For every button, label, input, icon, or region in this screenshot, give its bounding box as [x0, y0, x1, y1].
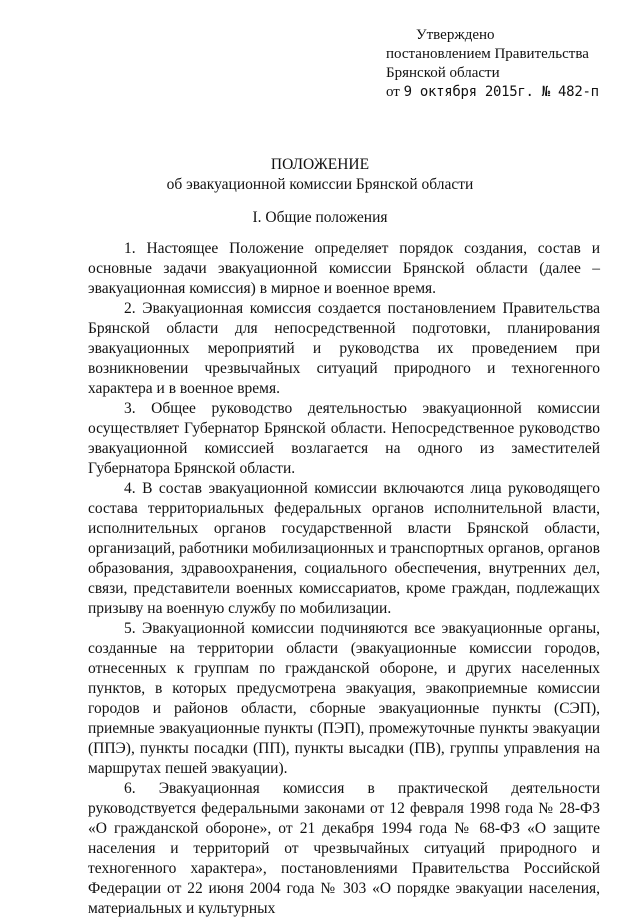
approval-approved: Утверждено [416, 27, 495, 43]
approval-block [386, 26, 626, 102]
approval-date-stamp: 9 октября 2015г. № 482-п [403, 84, 599, 100]
paragraph-3: 3. Общее руководство деятельностью эвакуационной комиссии осуществляет Губернатор Брянской области. Непосредственное руководство эвакуационной комиссией возлагается на одного из заместителей Губернатора Брянской области. [88, 400, 600, 477]
approval-date-prefix: от [386, 84, 400, 100]
approval-region: Брянской области [386, 65, 500, 81]
paragraph-1: 1. Настоящее Положение определяет порядок создания, состав и основные задачи эвакуационной комиссии Брянской области (далее – эвакуационная комиссия) в мирное и военное время. [88, 240, 600, 297]
section-heading: I. Общие положения [252, 209, 388, 226]
document-body [88, 239, 600, 919]
paragraph-6: 6. Эвакуационная комиссия в практической деятельности руководствуется федеральными законами от 12 февраля 1998 года № 28-ФЗ «О гражданской обороне», от 21 декабря 1994 года № 68-ФЗ «О защите населения и территорий от чрезвычайных ситуаций природного и техногенного характера», постановлениями Правительства Российской Федерации от 22 июня 2004 года № 303 «О порядке эвакуации населения, материальных и культурных [88, 780, 600, 917]
approval-resolution: постановлением Правительства [386, 46, 589, 62]
approval-date-line [386, 83, 626, 102]
document-subtitle: об эвакуационной комиссии Брянской области [166, 176, 474, 193]
paragraph-5: 5. Эвакуационной комиссии подчиняются все эвакуационные органы, созданные на территории области (эвакуационные комиссии городов, отнесенных к группам по гражданской обороне, и других населенных пунктов, в которых предусмотрена эвакуация, эвакоприемные комиссии городов и районов области, сборные эвакуационные пункты (СЭП), приемные эвакуационные пункты (ПЭП), промежуточные пункты эвакуации (ППЭ), пункты посадки (ПП), пункты высадки (ПВ), группы управления на маршрутах пешей эвакуации). [88, 620, 600, 777]
paragraph-4: 4. В состав эвакуационной комиссии включаются лица руководящего состава территориальных федеральных органов исполнительной власти, исполнительных органов государственной власти Брянской области, организаций, работники мобилизационных и транспортных органов, органов образования, здравоохранения, социального обеспечения, внутренних дел, связи, представители военных комиссариатов, кроме граждан, подлежащих призыву на военную службу по мобилизации. [88, 480, 600, 617]
document-title: ПОЛОЖЕНИЕ [270, 156, 370, 173]
paragraph-2: 2. Эвакуационная комиссия создается постановлением Правительства Брянской области для непосредственной подготовки, планирования эвакуационных мероприятий и руководства их проведением при возникновении чрезвычайных ситуаций природного и техногенного характера и в военное время. [88, 300, 600, 397]
